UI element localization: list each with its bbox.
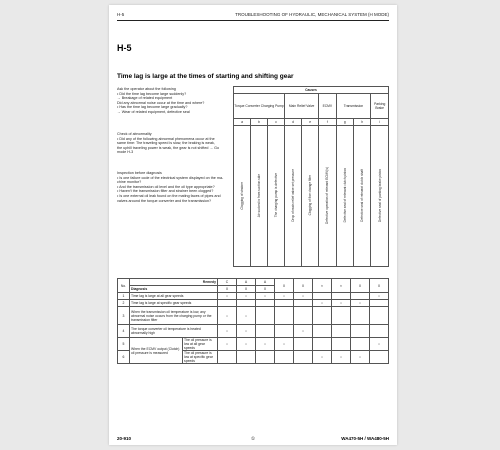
remedy-code: X [237,286,256,293]
cause-group-relief: Main Relief Valve [285,94,319,119]
ask-item: • Has the time lag become large gradually? [117,105,188,110]
cause-group-transmission: Transmission [336,94,371,119]
mark: ○ [332,300,351,307]
remedy-header: Remedy [130,279,218,286]
row-no: 6 [118,351,130,364]
causes-table [233,86,389,267]
row-no: 2 [118,300,130,307]
inspection-item: • Is one external oil leak found on the mating faces of pipes and [117,193,221,198]
remedy-code: X [218,286,237,293]
cause-label: Drop of main relief valve set pressure [291,169,296,222]
remedy-code: × [332,279,351,293]
cause-letter: b [251,119,268,126]
mark: ○ [218,307,237,325]
mark [313,307,332,325]
mark [275,325,294,338]
mark: ○ [313,351,332,364]
inspection-item: • Is one failure code of the electrical system displayed on the ma- [117,175,224,180]
inspection-item: • Haven't the transmission filter and strainer been clogged? [117,189,214,194]
cause-label: Clogging of fine change filter [308,175,313,216]
ask-operator-heading: Ask the operator about the following [117,87,176,91]
remedy-code: × [313,279,332,293]
table-row [118,300,389,307]
mark [237,351,256,364]
mark [332,338,351,351]
mark [351,307,370,325]
mark: ○ [237,293,256,300]
cause-letter: h [353,119,370,126]
mark: ○ [256,338,275,351]
row-text: The torque converter oil temperature is heated abnormally high [130,325,218,338]
cause-letter: d [285,119,302,126]
mark: ○ [237,338,256,351]
row-subtext: The oil pressure is low at all gear speeds [183,338,218,351]
mark: ○ [218,325,237,338]
row-text: Time lag is large at specific gear speeds [130,300,218,307]
mark: ○ [313,300,332,307]
mark [313,293,332,300]
inspection-item: • And the transmission oil level and the oil type appropriate? [117,184,215,189]
ask-item: → Wear of related equipment, defective seal [117,109,190,114]
remedy-code: A [256,279,275,286]
mark [370,351,389,364]
cause-letter: e [302,119,319,126]
inspection-item: valves around the torque converter and the transmission? [117,198,212,203]
mark [332,293,351,300]
mark [256,351,275,364]
mark: ○ [237,307,256,325]
mark: ○ [275,293,294,300]
page-number: 20-910 [117,436,132,441]
cause-label: Defective seal of relevant clutch shaft [360,169,365,222]
mark [332,325,351,338]
remedy-code: X [256,286,275,293]
section-title: Time lag is large at the times of starting and shifting gear [117,73,294,80]
table-row [118,338,389,351]
cause-label: Defective seal of relevant clutch piston [342,168,347,223]
mark [370,325,389,338]
remedy-code: X [275,279,294,293]
check-item: • Did any of the following abnormal phenomena occur at the [117,136,215,141]
mark [370,300,389,307]
mark: ○ [370,293,389,300]
table-row [118,293,389,300]
remedy-code: C [218,279,237,286]
check-item: same time: The traveling speed is slow, the braking is weak, [117,141,215,146]
mark: ○ [351,300,370,307]
cause-group-pump: Torque Converter Charging Pump [234,94,285,119]
row-text: When the ECMV output (Clutch) oil pressure is measured [130,338,183,364]
mark: ○ [332,351,351,364]
mark [294,307,313,325]
row-no: 4 [118,325,130,338]
mark: ○ [256,293,275,300]
header-left: H-5 [117,12,125,17]
remedy-code: X [351,279,370,293]
mark: ○ [218,293,237,300]
row-no: 3 [118,307,130,325]
mark: ○ [294,293,313,300]
diagnosis-header: Diagnosis [130,286,218,293]
mark [237,300,256,307]
remedy-code: A [237,279,256,286]
mark [218,300,237,307]
cause-group-ecmv: ECMV [319,94,336,119]
cause-label: Defective seal of parking brake piston [377,168,382,223]
ask-item: Did any abnormal noise occur at the time and where? [117,100,205,105]
row-text: Time lag is large at all gear speeds [130,293,218,300]
remedy-code: X [294,279,313,293]
mark: ○ [237,325,256,338]
cause-label: The charging pump is defective [274,173,279,218]
check-item: the uphill traveling power is weak, the gear is not shifted → Go [117,145,220,150]
check-item: mode H-3 [117,150,134,155]
check-heading: Check of abnormality [117,132,152,136]
check-abnormality-block [117,132,247,155]
cause-letter: g [336,119,353,126]
mark [256,300,275,307]
mark [294,300,313,307]
mark: ○ [370,338,389,351]
mark [294,338,313,351]
ask-item: • Did the time lag become large suddenly? [117,91,187,96]
diagnosis-table [117,278,389,364]
mark [313,338,332,351]
causes-header: Causes [234,87,389,94]
remedy-code: X [370,279,389,293]
mark [256,325,275,338]
model-name: WA470-5H / WA480-5H [341,436,389,441]
revision-mark: ① [250,436,256,441]
row-no: 5 [118,338,130,351]
mark [351,325,370,338]
cause-label: Air sucked in from suction side [257,173,262,218]
mark [351,293,370,300]
header-right: TROUBLESHOOTING OF HYDRAULIC, MECHANICAL SYSTEM (H MODE) [235,12,389,17]
mark: ○ [218,338,237,351]
mark: ○ [275,338,294,351]
mark [294,351,313,364]
mark [275,351,294,364]
manual-page [109,5,397,445]
cause-group-parking: Parking Brake [371,94,389,119]
mark [370,307,389,325]
mark [275,300,294,307]
cause-letter: i [371,119,389,126]
row-text: When the transmission oil temperature is low, any abnormal noise occurs from the charging pump or the transmission filter [130,307,218,325]
row-no: 1 [118,293,130,300]
row-subtext: The oil pressure is low at specific gear speeds [183,351,218,364]
mark [256,307,275,325]
mark [275,307,294,325]
cause-letter: f [319,119,336,126]
no-header: No. [118,279,130,293]
ask-item: → Breakage of related equipment [117,96,173,101]
header-rule [117,20,389,21]
cause-letter: a [234,119,251,126]
ask-operator-block [117,87,247,115]
section-code: H-5 [117,43,132,53]
mark [313,325,332,338]
cause-label: Defective operation of relevant ECMV(s) [325,166,330,225]
table-row [118,307,389,325]
table-row [118,325,389,338]
mark [218,351,237,364]
inspection-heading: Inspection before diagnosis [117,171,162,175]
inspection-block [117,171,247,203]
cause-letter: c [268,119,285,126]
mark [351,338,370,351]
inspection-item: chine monitor? [117,180,142,185]
mark [332,307,351,325]
mark: ○ [294,325,313,338]
mark: ○ [351,351,370,364]
cause-label: Clogging of strainer [240,181,245,210]
